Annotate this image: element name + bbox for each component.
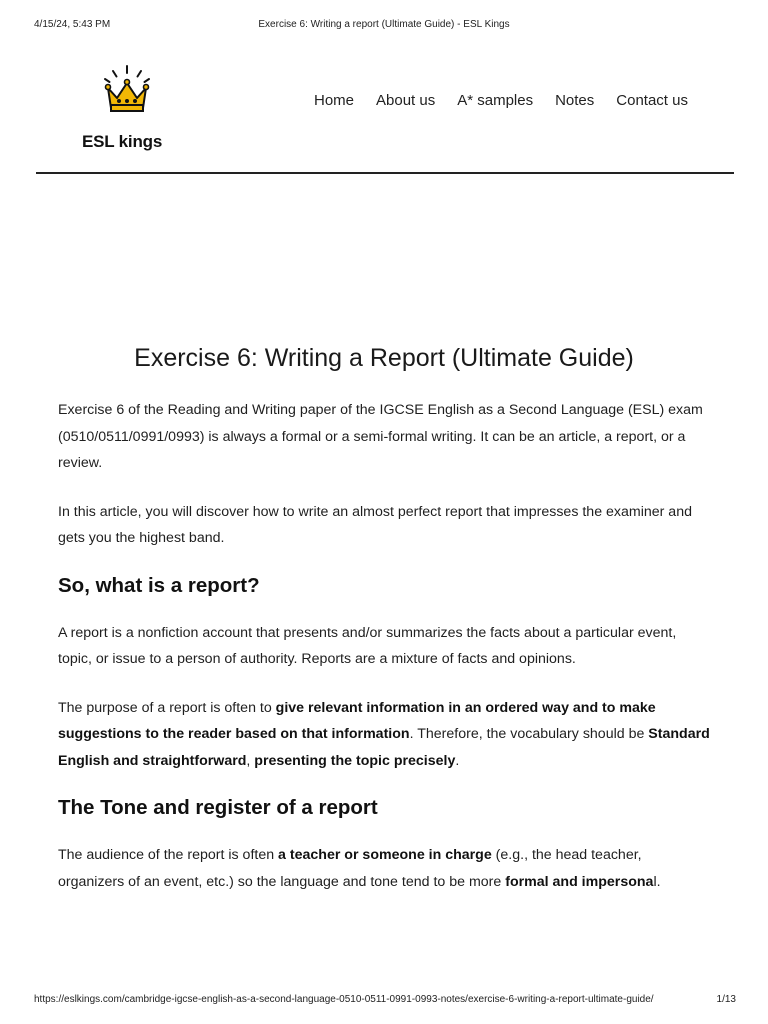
article — [58, 330, 710, 917]
main-nav — [292, 92, 688, 109]
print-datetime: 4/15/24, 5:43 PM — [34, 19, 111, 30]
article-paragraph-audience — [58, 842, 710, 895]
article-paragraph-discover: In this article, you will discover how to write an almost perfect report that impresses the examiner and gets you the highest band. — [58, 503, 692, 546]
print-url: https://eslkings.com/cambridge-igcse-english-as-a-second-language-0510-0511-0991-0993-notes/exercise-6-writing-a-report-ultimate-guide/ — [34, 994, 654, 1005]
text-segment: l. — [653, 873, 661, 890]
article-title: Exercise 6: Writing a Report (Ultimate Guide) — [134, 344, 634, 372]
site-header — [36, 50, 734, 174]
text-segment: , — [246, 752, 255, 769]
crown-icon — [101, 64, 153, 116]
site-logo[interactable] — [82, 64, 172, 151]
nav-contact-us[interactable]: Contact us — [616, 92, 688, 109]
bold-segment: Standard English and straightforward — [58, 726, 710, 769]
print-doc-title: Exercise 6: Writing a report (Ultimate Guide) - ESL Kings — [258, 19, 510, 30]
text-segment: . — [455, 752, 460, 769]
bold-segment: give relevant information in an ordered way and to make suggestions to the reader based on that information — [58, 699, 656, 742]
text-segment: (e.g., the head teacher, organizers of an event, etc.) so the language and tone tend to be more — [58, 847, 642, 890]
print-header — [0, 0, 768, 50]
nav-a-star-samples[interactable]: A* samples — [457, 92, 534, 109]
bold-segment: presenting the topic precisely — [254, 752, 456, 769]
section-heading-what-is-report: So, what is a report? — [58, 573, 260, 597]
bold-segment: formal and impersona — [505, 873, 654, 890]
text-segment: The purpose of a report is often to — [58, 699, 276, 716]
text-segment: The audience of the report is often — [58, 847, 279, 863]
print-page-number: 1/13 — [716, 994, 736, 1005]
nav-home[interactable]: Home — [313, 92, 354, 109]
nav-notes[interactable]: Notes — [555, 92, 595, 109]
bold-segment: a teacher or someone in charge — [278, 847, 492, 863]
section-heading-tone-register: The Tone and register of a report — [58, 796, 378, 819]
logo-text: ESL kings — [82, 132, 163, 151]
text-segment: . Therefore, the vocabulary should be — [409, 726, 649, 742]
nav-about-us[interactable]: About us — [376, 92, 436, 109]
article-paragraph-intro: Exercise 6 of the Reading and Writing paper of the IGCSE English as a Second Language (ESL) exam (0510/0511/0991/0993) is always a formal or a semi-formal writing. It can be an article, a report, or a review. — [58, 402, 703, 471]
article-paragraph-purpose — [58, 695, 710, 775]
article-paragraph-definition: A report is a nonfiction account that presents and/or summarizes the facts about a particular event, topic, or issue to a person of authority. Reports are a mixture of facts and opinions. — [58, 624, 677, 667]
